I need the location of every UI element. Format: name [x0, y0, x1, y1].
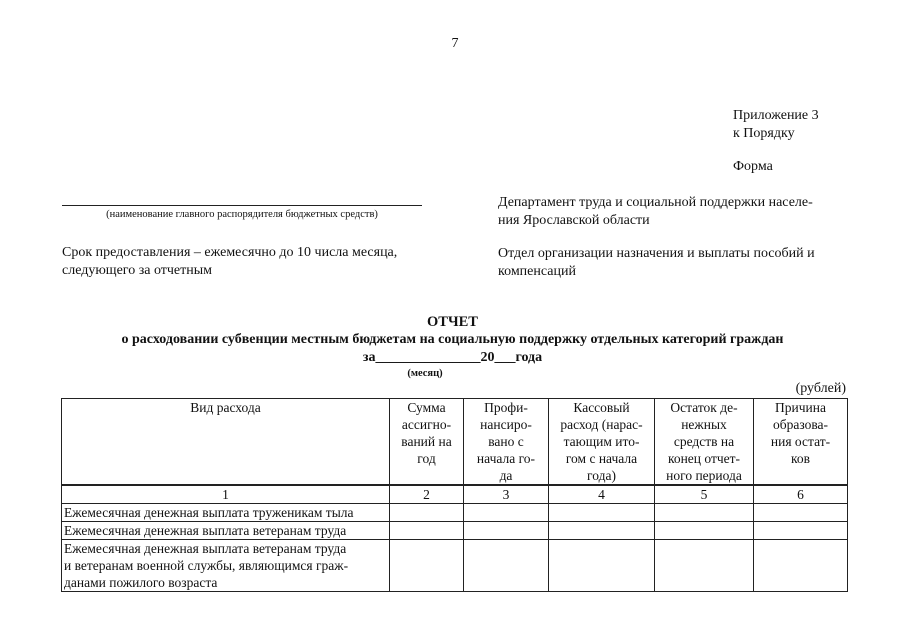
- header-cash-expense: [549, 399, 655, 486]
- department-line-2: ния Ярославской области: [498, 213, 650, 228]
- header-line: начала го-: [476, 451, 536, 466]
- table-row: [62, 522, 848, 540]
- header-line: ния остат-: [770, 434, 831, 449]
- header-financed-ytd: [464, 399, 549, 486]
- form-label: Форма: [733, 159, 773, 174]
- header-line: образова-: [772, 417, 829, 432]
- table-cell: [464, 504, 549, 522]
- table-cell: [464, 522, 549, 540]
- row-label-line: данами пожилого возраста: [64, 575, 218, 590]
- appendix-reference: [733, 107, 819, 143]
- table-cell: [549, 540, 655, 592]
- table-cell: [754, 522, 848, 540]
- header-remainder-reason: [754, 399, 848, 486]
- column-number: 3: [464, 485, 549, 504]
- header-line: ков: [791, 451, 810, 466]
- header-line: Причина: [775, 400, 826, 415]
- deadline-line-2: следующего за отчетным: [62, 263, 213, 278]
- division-line-2: компенсаций: [498, 264, 576, 279]
- column-number: 6: [754, 485, 848, 504]
- deadline-line-1: Срок предоставления – ежемесячно до 10 числа месяца,: [62, 245, 398, 260]
- column-number: 4: [549, 485, 655, 504]
- column-number: 2: [390, 485, 464, 504]
- header-line: нансиро-: [480, 417, 532, 432]
- table-cell: [390, 540, 464, 592]
- table-header-row: [62, 399, 848, 486]
- table-cell: [549, 522, 655, 540]
- row-label-line: и ветеранам военной службы, являющимся граж-: [64, 558, 349, 573]
- header-line: ного периода: [666, 468, 742, 483]
- signature-line: [62, 205, 422, 206]
- table-cell: [754, 504, 848, 522]
- header-line: расход (нарас-: [560, 417, 643, 432]
- department-name: [498, 194, 843, 230]
- header-line: Кассовый: [573, 400, 630, 415]
- table-cell: [390, 522, 464, 540]
- header-line: год: [417, 451, 436, 466]
- header-line: вано с: [488, 434, 524, 449]
- table-cell: [464, 540, 549, 592]
- header-line: ваний на: [401, 434, 452, 449]
- column-number: 5: [655, 485, 754, 504]
- row-label: [62, 522, 390, 540]
- header-line: нежных: [681, 417, 727, 432]
- table-cell: [655, 522, 754, 540]
- header-line: Сумма: [407, 400, 446, 415]
- units-label: (рублей): [795, 381, 846, 396]
- report-period: за_______________20___года: [362, 350, 543, 365]
- table-row: [62, 504, 848, 522]
- table-cell: [390, 504, 464, 522]
- header-line: тающим ито-: [563, 434, 640, 449]
- row-label: [62, 540, 390, 592]
- table-row: [62, 540, 848, 592]
- appendix-line-2: к Порядку: [733, 126, 795, 141]
- month-caption: (месяц): [407, 368, 443, 379]
- table-cell: [754, 540, 848, 592]
- table-cell: [655, 540, 754, 592]
- header-line: ассигно-: [401, 417, 452, 432]
- row-label-line: Ежемесячная денежная выплата ветеранам труда: [64, 523, 347, 538]
- header-line: Остаток де-: [670, 400, 738, 415]
- column-number-row: [62, 485, 848, 504]
- header-annual-allocation: [390, 399, 464, 486]
- header-line: да: [499, 468, 513, 483]
- appendix-line-1: Приложение 3: [733, 108, 819, 123]
- header-line: конец отчет-: [667, 451, 741, 466]
- table-cell: [655, 504, 754, 522]
- submission-deadline: [62, 244, 442, 280]
- row-label: [62, 504, 390, 522]
- header-line: Вид расхода: [190, 400, 261, 415]
- report-title: ОТЧЕТ: [427, 314, 478, 330]
- row-label-line: Ежемесячная денежная выплата ветеранам труда: [64, 541, 347, 556]
- row-label-line: Ежемесячная денежная выплата труженикам тыла: [64, 505, 354, 520]
- header-line: Профи-: [484, 400, 528, 415]
- header-expense-type: [62, 399, 390, 486]
- division-line-1: Отдел организации назначения и выплаты пособий и: [498, 246, 815, 261]
- signature-caption: (наименование главного распорядителя бюджетных средств): [106, 209, 378, 220]
- page-number: 7: [451, 36, 459, 51]
- header-line: года): [587, 468, 616, 483]
- header-remaining-funds: [655, 399, 754, 486]
- header-line: средств на: [673, 434, 735, 449]
- department-line-1: Департамент труда и социальной поддержки населе-: [498, 195, 813, 210]
- table-cell: [549, 504, 655, 522]
- column-number: 1: [62, 485, 390, 504]
- report-subtitle: о расходовании субвенции местным бюджетам на социальную поддержку отдельных категорий граждан: [121, 332, 784, 347]
- expense-report-table: [61, 398, 848, 592]
- division-name: [498, 245, 843, 281]
- header-line: гом с начала: [565, 451, 638, 466]
